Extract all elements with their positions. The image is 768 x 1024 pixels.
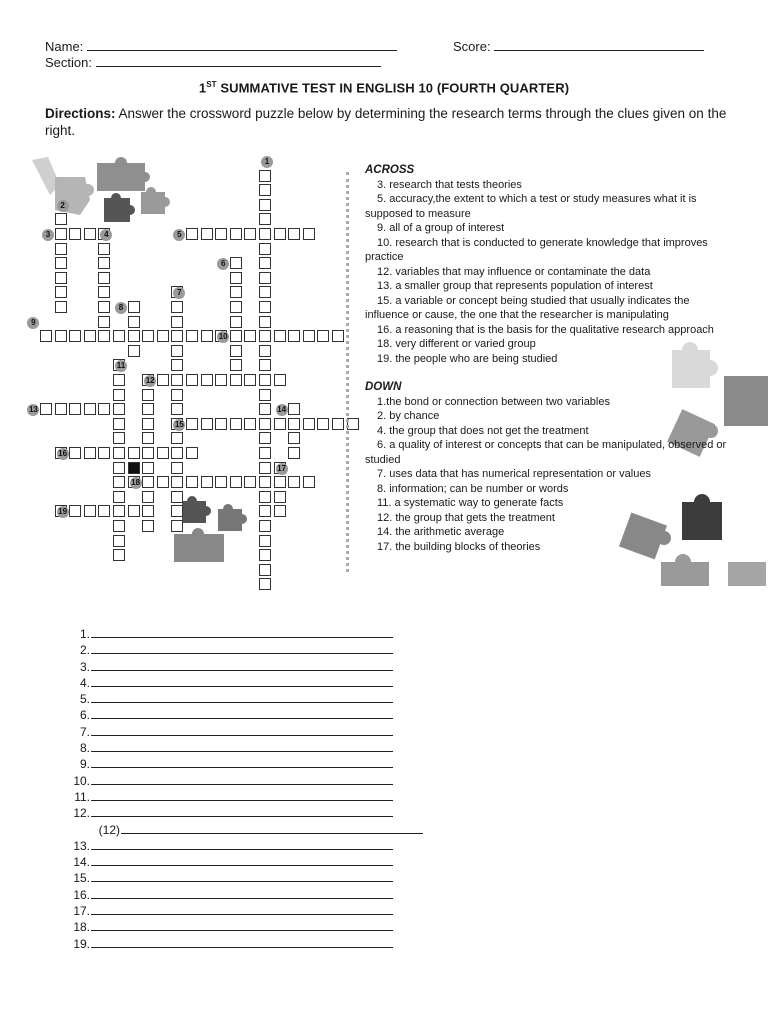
grid-cell[interactable]	[142, 476, 154, 488]
grid-cell[interactable]	[40, 403, 52, 415]
grid-cell[interactable]	[186, 330, 198, 342]
across-heading: ACROSS	[365, 164, 415, 176]
directions	[45, 105, 735, 139]
clues-panel	[365, 163, 730, 554]
grid-cell[interactable]	[142, 447, 154, 459]
grid-cell[interactable]	[332, 330, 344, 342]
answer-number: 5.	[79, 692, 90, 707]
grid-cell[interactable]	[230, 286, 242, 298]
clue-number-badge: 7	[173, 287, 185, 299]
answer-field[interactable]	[91, 741, 393, 752]
answer-row	[68, 903, 423, 919]
grid-cell[interactable]	[230, 374, 242, 386]
answer-number: 1.	[79, 627, 90, 641]
answer-field[interactable]	[91, 904, 393, 915]
name-row	[45, 39, 397, 54]
grid-cell[interactable]	[259, 389, 271, 401]
answer-row	[68, 773, 423, 789]
grid-cell[interactable]	[98, 301, 110, 313]
down-clue: 17. the building blocks of theories	[377, 540, 541, 553]
grid-cell[interactable]	[259, 491, 271, 503]
answer-row	[68, 724, 423, 740]
grid-cell[interactable]	[244, 418, 256, 430]
grid-cell[interactable]	[171, 403, 183, 415]
grid-cell[interactable]	[259, 505, 271, 517]
page-title: 1ST SUMMATIVE TEST IN ENGLISH 10 (FOURTH QUARTER)	[198, 80, 570, 96]
clue-number-badge: 6	[217, 258, 229, 270]
grid-cell[interactable]	[201, 374, 213, 386]
answer-field[interactable]	[91, 725, 393, 736]
down-clue: 8. information; can be number or words	[377, 482, 569, 495]
grid-cell[interactable]	[259, 257, 271, 269]
answer-field[interactable]	[121, 823, 423, 834]
grid-cell[interactable]	[98, 330, 110, 342]
across-clue: 16. a reasoning that is the basis for the qualitative research approach	[377, 323, 714, 336]
answer-row	[68, 870, 423, 886]
answer-field[interactable]	[91, 888, 393, 899]
grid-cell[interactable]	[332, 418, 344, 430]
section-label: Section:	[45, 55, 92, 70]
answer-number: (12)	[98, 822, 120, 837]
clue-number-badge: 13	[28, 405, 38, 415]
grid-cell[interactable]	[259, 549, 271, 561]
grid-cell[interactable]	[84, 330, 96, 342]
grid-cell[interactable]	[98, 403, 110, 415]
grid-cell[interactable]	[142, 432, 154, 444]
down-clue: 14. the arithmetic average	[377, 526, 505, 538]
grid-cell[interactable]	[55, 301, 67, 313]
grid-cell[interactable]	[84, 447, 96, 459]
answer-row	[68, 854, 423, 870]
grid-cell[interactable]	[171, 374, 183, 386]
answer-sheet	[68, 626, 423, 952]
grid-cell[interactable]	[230, 257, 242, 269]
answer-number: 18.	[73, 920, 90, 935]
directions-text: Answer the crossword puzzle below by determining the research terms through the clues given on the right.	[45, 106, 727, 138]
answer-number: 4.	[79, 675, 90, 690]
grid-cell[interactable]	[259, 345, 271, 357]
grid-cell[interactable]	[69, 330, 81, 342]
grid-cell[interactable]	[201, 330, 213, 342]
answer-row	[68, 691, 423, 707]
answer-field[interactable]	[91, 692, 393, 703]
grid-cell[interactable]	[259, 476, 271, 488]
grid-cell[interactable]	[259, 272, 271, 284]
grid-cell[interactable]	[142, 491, 154, 503]
answer-field[interactable]	[91, 937, 393, 948]
clue-number-badge: 16	[58, 449, 68, 458]
grid-cell[interactable]	[113, 549, 125, 561]
across-clue: 9. all of a group of interest	[377, 222, 505, 234]
grid-cell[interactable]	[98, 257, 110, 269]
crossword-grid	[28, 155, 340, 585]
grid-cell[interactable]	[303, 476, 315, 488]
grid-cell[interactable]	[186, 476, 198, 488]
grid-cell[interactable]	[274, 418, 286, 430]
grid-cell[interactable]	[142, 403, 154, 415]
down-clue: 6. a quality of interest or concepts that can be manipulated, observed or studied	[365, 439, 727, 466]
grid-cell[interactable]	[98, 272, 110, 284]
answer-row	[68, 822, 423, 838]
grid-cell[interactable]	[186, 374, 198, 386]
grid-cell[interactable]	[171, 345, 183, 357]
grid-cell[interactable]	[215, 374, 227, 386]
grid-cell[interactable]	[259, 199, 271, 211]
grid-cell[interactable]	[259, 578, 271, 590]
grid-cell	[128, 462, 140, 474]
answer-number: 9.	[79, 757, 90, 772]
grid-cell[interactable]	[128, 505, 140, 517]
clue-number-badge: 5	[173, 229, 185, 241]
grid-cell[interactable]	[113, 491, 125, 503]
answer-row	[68, 919, 423, 935]
grid-cell[interactable]	[303, 330, 315, 342]
answer-row	[68, 936, 423, 952]
grid-cell[interactable]	[113, 374, 125, 386]
grid-cell[interactable]	[128, 301, 140, 313]
grid-cell[interactable]	[201, 476, 213, 488]
score-field[interactable]	[494, 39, 704, 51]
grid-cell[interactable]	[113, 505, 125, 517]
grid-cell[interactable]	[171, 359, 183, 371]
section-row	[45, 55, 381, 70]
grid-cell[interactable]	[84, 505, 96, 517]
answer-field[interactable]	[91, 774, 393, 785]
grid-cell[interactable]	[55, 243, 67, 255]
grid-cell[interactable]	[288, 447, 300, 459]
across-clue: 5. accuracy,the extent to which a test or study measures what it is supposed to measure	[365, 193, 697, 220]
across-clue: 10. research that is conducted to generate knowledge that improves practice	[365, 236, 708, 263]
section-field[interactable]	[96, 55, 381, 67]
grid-cell[interactable]	[274, 228, 286, 240]
clue-number-badge: 18	[131, 478, 141, 488]
answer-row	[68, 756, 423, 772]
grid-cell[interactable]	[113, 330, 125, 342]
grid-cell[interactable]	[171, 462, 183, 474]
grid-cell[interactable]	[171, 389, 183, 401]
grid-cell[interactable]	[201, 418, 213, 430]
grid-cell[interactable]	[157, 476, 169, 488]
name-field[interactable]	[87, 39, 397, 51]
answer-number: 17.	[73, 904, 90, 919]
down-clue: 11. a systematic way to generate facts	[377, 497, 564, 509]
answer-field[interactable]	[91, 839, 393, 850]
grid-cell[interactable]	[259, 213, 271, 225]
grid-cell[interactable]	[230, 301, 242, 313]
answer-field[interactable]	[91, 920, 393, 931]
grid-cell[interactable]	[288, 403, 300, 415]
grid-cell[interactable]	[157, 374, 169, 386]
grid-cell[interactable]	[244, 476, 256, 488]
score-label: Score:	[453, 39, 491, 54]
grid-cell[interactable]	[171, 476, 183, 488]
directions-label: Directions:	[45, 106, 116, 121]
answer-field[interactable]	[91, 643, 393, 654]
grid-cell[interactable]	[128, 316, 140, 328]
clue-number-badge: 8	[115, 302, 127, 314]
answer-number: 11.	[74, 789, 90, 804]
answer-number: 8.	[79, 741, 90, 756]
grid-cell[interactable]	[259, 228, 271, 240]
clue-number-badge: 14	[277, 405, 287, 415]
grid-cell[interactable]	[259, 432, 271, 444]
grid-cell[interactable]	[55, 403, 67, 415]
grid-cell[interactable]	[113, 535, 125, 547]
grid-cell[interactable]	[113, 403, 125, 415]
grid-cell[interactable]	[259, 243, 271, 255]
grid-cell[interactable]	[259, 418, 271, 430]
answer-row	[68, 675, 423, 691]
grid-cell[interactable]	[288, 476, 300, 488]
grid-cell[interactable]	[259, 359, 271, 371]
grid-cell[interactable]	[84, 403, 96, 415]
clue-number-badge: 15	[174, 419, 184, 429]
grid-cell[interactable]	[40, 330, 52, 342]
grid-cell[interactable]	[259, 286, 271, 298]
clue-number-badge: 10	[218, 332, 228, 342]
across-clue: 18. very different or varied group	[377, 338, 536, 350]
answer-row	[68, 838, 423, 854]
grid-cell[interactable]	[142, 462, 154, 474]
answer-number: 16.	[73, 887, 90, 902]
grid-cell[interactable]	[230, 359, 242, 371]
grid-cell[interactable]	[259, 462, 271, 474]
clue-number-badge: 4	[100, 229, 112, 241]
grid-cell[interactable]	[113, 447, 125, 459]
grid-cell[interactable]	[259, 564, 271, 576]
grid-cell[interactable]	[259, 330, 271, 342]
down-clue: 4. the group that does not get the treatment	[377, 424, 589, 437]
grid-cell[interactable]	[69, 505, 81, 517]
grid-cell[interactable]	[230, 330, 242, 342]
across-clues	[365, 178, 730, 367]
grid-cell[interactable]	[128, 345, 140, 357]
answer-field[interactable]	[91, 757, 393, 768]
grid-cell[interactable]	[201, 228, 213, 240]
grid-cell[interactable]	[317, 330, 329, 342]
puzzle-piece-icon	[726, 558, 768, 586]
answer-field[interactable]	[91, 708, 393, 719]
grid-cell[interactable]	[142, 330, 154, 342]
grid-cell[interactable]	[303, 228, 315, 240]
down-heading: DOWN	[365, 381, 402, 393]
grid-cell[interactable]	[69, 228, 81, 240]
grid-cell[interactable]	[98, 243, 110, 255]
clue-number-badge: 12	[145, 376, 155, 385]
grid-cell[interactable]	[98, 286, 110, 298]
grid-cell[interactable]	[244, 228, 256, 240]
grid-cell[interactable]	[98, 505, 110, 517]
answer-row	[68, 789, 423, 805]
grid-cell[interactable]	[128, 447, 140, 459]
answer-row	[68, 707, 423, 723]
grid-cell[interactable]	[55, 330, 67, 342]
across-clue: 13. a smaller group that represents population of interest	[377, 280, 653, 292]
answer-field[interactable]	[91, 676, 393, 687]
grid-cell[interactable]	[171, 505, 183, 517]
answer-number: 13.	[73, 838, 90, 853]
grid-cell[interactable]	[259, 447, 271, 459]
clue-number-badge: 9	[27, 317, 39, 329]
answer-field[interactable]	[91, 855, 393, 866]
down-clue: 2. by chance	[377, 410, 440, 422]
grid-cell[interactable]	[55, 286, 67, 298]
grid-cell[interactable]	[157, 330, 169, 342]
clue-number-badge: 2	[57, 200, 69, 212]
grid-cell[interactable]	[244, 374, 256, 386]
grid-cell[interactable]	[259, 184, 271, 196]
across-clue: 12. variables that may influence or contaminate the data	[377, 265, 651, 278]
grid-cell[interactable]	[113, 462, 125, 474]
puzzle-piece-icon	[655, 552, 715, 586]
answer-number: 15.	[73, 871, 90, 886]
score-row	[453, 39, 704, 54]
grid-cell[interactable]	[171, 432, 183, 444]
down-clue: 7. uses data that has numerical representation or values	[377, 468, 651, 480]
answer-number: 6.	[79, 708, 90, 723]
grid-cell[interactable]	[215, 476, 227, 488]
answer-row	[68, 642, 423, 658]
grid-cell[interactable]	[259, 170, 271, 182]
grid-cell[interactable]	[171, 447, 183, 459]
grid-cell[interactable]	[171, 316, 183, 328]
grid-cell[interactable]	[230, 228, 242, 240]
grid-cell[interactable]	[274, 330, 286, 342]
across-clue: 3. research that tests theories	[377, 178, 522, 191]
answer-row	[68, 740, 423, 756]
grid-cell[interactable]	[69, 403, 81, 415]
answer-number: 3.	[79, 659, 90, 674]
grid-cell[interactable]	[157, 447, 169, 459]
down-clue: 12. the group that gets the treatment	[377, 511, 555, 524]
grid-cell[interactable]	[113, 520, 125, 532]
answer-field[interactable]	[91, 871, 393, 882]
grid-cell[interactable]	[259, 316, 271, 328]
down-clue: 1.the bond or connection between two variables	[377, 395, 610, 408]
answer-row	[68, 887, 423, 903]
answer-number: 7.	[79, 724, 90, 739]
clue-number-badge: 19	[58, 507, 68, 517]
grid-cell[interactable]	[259, 374, 271, 386]
answer-number: 19.	[73, 936, 90, 951]
answer-field[interactable]	[91, 627, 393, 638]
grid-cell[interactable]	[230, 316, 242, 328]
grid-cell[interactable]	[274, 491, 286, 503]
answer-field[interactable]	[91, 790, 393, 801]
answer-row	[68, 659, 423, 675]
grid-cell[interactable]	[186, 447, 198, 459]
grid-cell[interactable]	[98, 447, 110, 459]
answer-number: 10.	[73, 773, 90, 788]
divider	[346, 172, 349, 572]
down-clues	[365, 395, 730, 555]
grid-cell[interactable]	[230, 345, 242, 357]
grid-cell[interactable]	[288, 330, 300, 342]
grid-cell[interactable]	[259, 403, 271, 415]
grid-cell[interactable]	[186, 228, 198, 240]
grid-cell[interactable]	[288, 432, 300, 444]
grid-cell[interactable]	[215, 228, 227, 240]
grid-cell[interactable]	[171, 491, 183, 503]
answer-row	[68, 626, 423, 642]
name-label: Name:	[45, 39, 84, 54]
across-clue: 19. the people who are being studied	[377, 352, 558, 365]
grid-cell[interactable]	[171, 330, 183, 342]
grid-cell[interactable]	[69, 447, 81, 459]
answer-number: 14.	[73, 855, 90, 870]
grid-cell[interactable]	[303, 418, 315, 430]
grid-cell[interactable]	[244, 330, 256, 342]
answer-row	[68, 805, 423, 821]
grid-cell[interactable]	[288, 418, 300, 430]
grid-cell[interactable]	[142, 389, 154, 401]
grid-cell[interactable]	[55, 257, 67, 269]
grid-cell[interactable]	[128, 330, 140, 342]
grid-cell[interactable]	[55, 272, 67, 284]
grid-cell[interactable]	[55, 228, 67, 240]
grid-cell[interactable]	[259, 301, 271, 313]
grid-cell[interactable]	[84, 228, 96, 240]
grid-cell[interactable]	[142, 520, 154, 532]
grid-cell[interactable]	[288, 228, 300, 240]
grid-cell[interactable]	[113, 432, 125, 444]
grid-cell[interactable]	[142, 418, 154, 430]
answer-field[interactable]	[91, 660, 393, 671]
grid-cell[interactable]	[274, 476, 286, 488]
grid-cell[interactable]	[171, 520, 183, 532]
clue-number-badge: 17	[277, 463, 287, 473]
grid-cell[interactable]	[113, 389, 125, 401]
grid-cell[interactable]	[171, 301, 183, 313]
answer-number: 2.	[79, 643, 90, 658]
clue-number-badge: 1	[261, 156, 273, 168]
clue-number-badge: 11	[116, 361, 126, 371]
grid-cell[interactable]	[98, 316, 110, 328]
grid-cell[interactable]	[186, 418, 198, 430]
grid-cell[interactable]	[142, 505, 154, 517]
clue-number-badge: 3	[42, 229, 54, 241]
grid-cell[interactable]	[113, 418, 125, 430]
grid-cell[interactable]	[113, 476, 125, 488]
grid-cell[interactable]	[317, 418, 329, 430]
answer-field[interactable]	[91, 806, 393, 817]
across-clue: 15. a variable or concept being studied that usually indicates the influence or cause, the one that the researcher is manipulating	[365, 294, 690, 321]
grid-cell[interactable]	[230, 418, 242, 430]
grid-cell[interactable]	[55, 213, 67, 225]
grid-cell[interactable]	[259, 535, 271, 547]
answer-number: 12.	[73, 806, 90, 821]
grid-cell[interactable]	[230, 272, 242, 284]
grid-cell[interactable]	[259, 520, 271, 532]
grid-cell[interactable]	[274, 505, 286, 517]
grid-cell[interactable]	[215, 418, 227, 430]
grid-cell[interactable]	[274, 374, 286, 386]
grid-cell[interactable]	[230, 476, 242, 488]
